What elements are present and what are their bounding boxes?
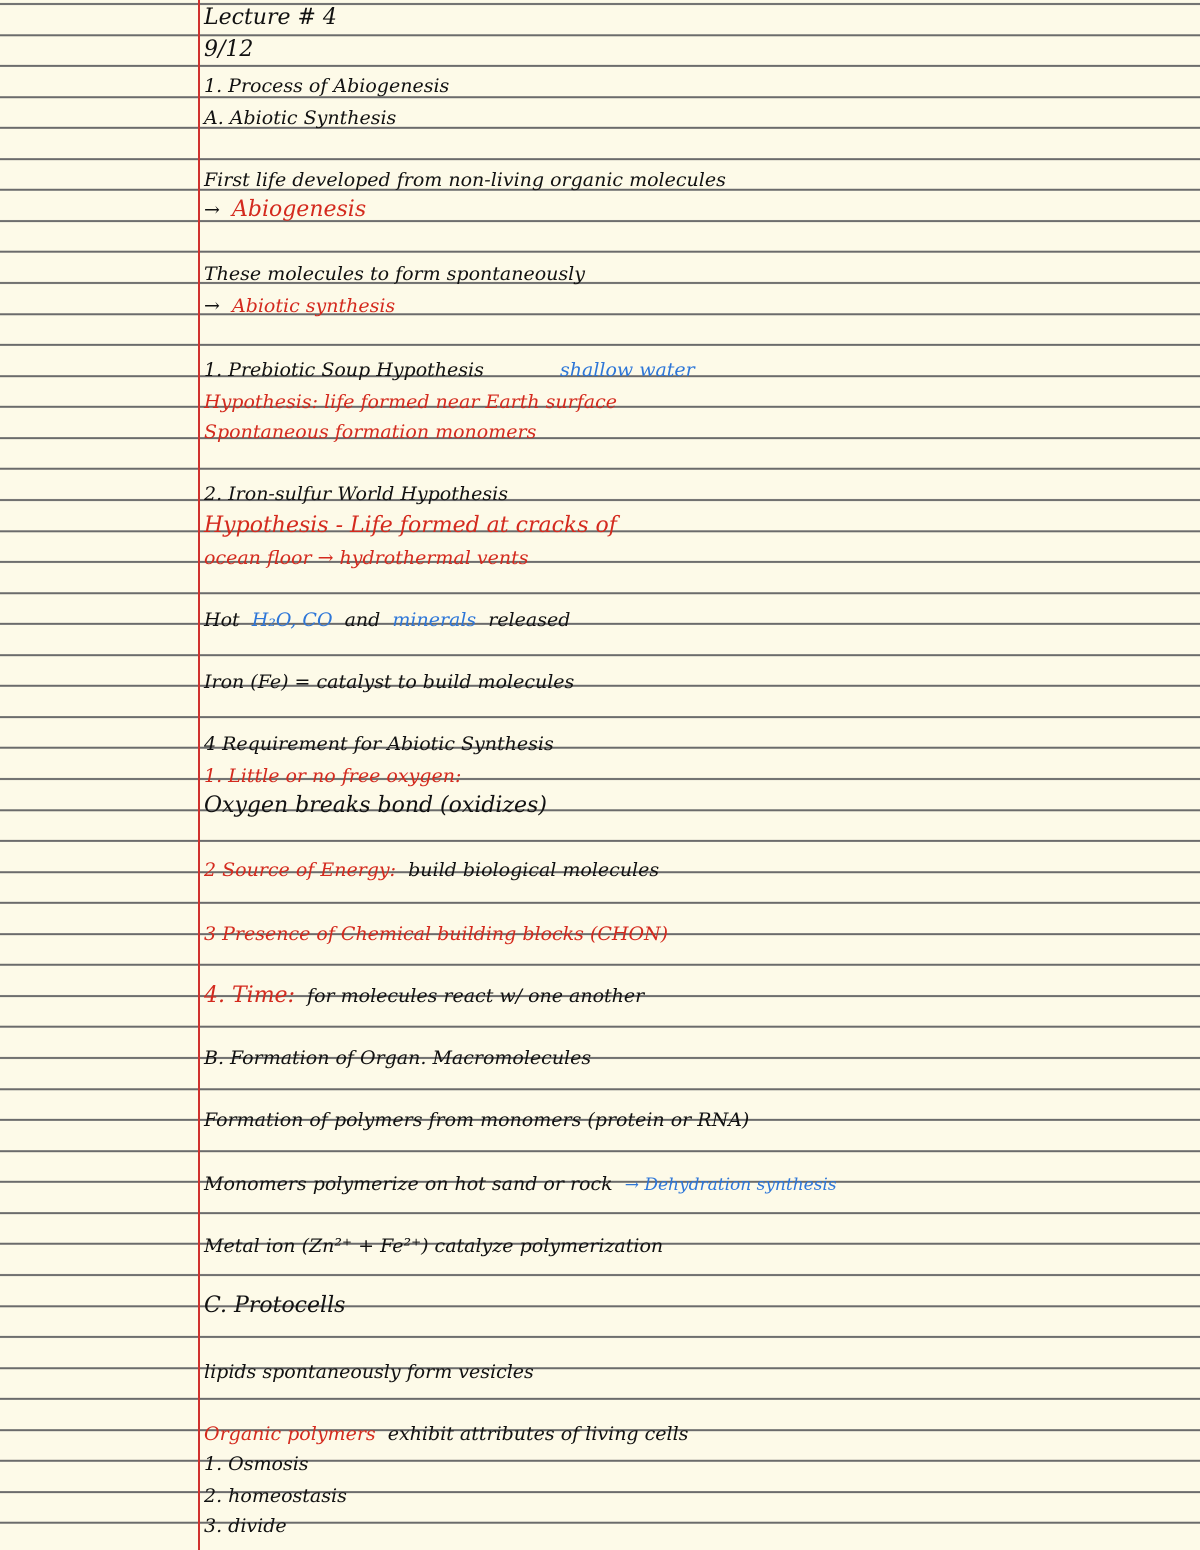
note-text: 1. Process of Abiogenesis: [204, 75, 450, 97]
note-line: [204, 482, 508, 506]
note-line: [204, 514, 617, 538]
note-line: [204, 420, 536, 444]
note-line: [204, 984, 644, 1008]
note-line: [204, 794, 547, 818]
note-text: Oxygen breaks bond (oxidizes): [204, 793, 547, 818]
note-text-blue: minerals: [392, 609, 477, 631]
note-line: [204, 1360, 534, 1384]
note-line: [204, 1422, 688, 1446]
note-text: for molecules react w/ one another: [307, 985, 645, 1007]
note-line: [204, 732, 554, 756]
note-text-blue: shallow water: [560, 359, 695, 381]
note-line: [204, 1108, 749, 1132]
note-text-red: 3 Presence of Chemical building blocks (CHON): [204, 923, 669, 945]
note-text: Lecture # 4: [204, 5, 337, 30]
note-text: build biological molecules: [408, 859, 660, 881]
note-text: 1. Prebiotic Soup Hypothesis: [204, 359, 484, 381]
note-text: and: [344, 609, 381, 631]
note-line: [204, 764, 461, 788]
note-line: [204, 358, 484, 382]
note-text-red: ocean floor → hydrothermal vents: [204, 547, 529, 569]
margin-line: [198, 0, 200, 1550]
note-line: [204, 262, 585, 286]
note-text: B. Formation of Organ. Macromolecules: [204, 1047, 592, 1069]
arrow-text: →: [204, 295, 220, 317]
note-line: [204, 858, 659, 882]
note-text: Formation of polymers from monomers (protein or RNA): [204, 1109, 750, 1131]
note-text: First life developed from non-living organic molecules: [204, 169, 726, 191]
note-text-red: Organic polymers: [204, 1423, 376, 1445]
note-text: These molecules to form spontaneously: [204, 263, 585, 285]
note-line: [204, 198, 366, 222]
note-line: [204, 1452, 309, 1476]
note-text: A. Abiotic Synthesis: [204, 107, 397, 129]
note-line: [204, 106, 396, 130]
note-line: [204, 1514, 287, 1538]
note-line: [204, 1046, 591, 1070]
note-text: lipids spontaneously form vesicles: [204, 1361, 534, 1383]
margin-annotation: [560, 358, 695, 382]
note-line: [204, 608, 570, 632]
note-line: [204, 1234, 663, 1258]
note-text-blue: H₂O, CO: [251, 609, 333, 631]
note-line: [204, 1294, 345, 1318]
note-text-red: Abiotic synthesis: [231, 295, 396, 317]
note-text-red: Hypothesis - Life formed at cracks of: [204, 513, 617, 538]
note-text: 1. Osmosis: [204, 1453, 309, 1475]
note-text-red: Abiogenesis: [231, 197, 367, 222]
lecture-date: [204, 38, 253, 62]
note-text: Metal ion (Zn²⁺ + Fe²⁺) catalyze polymerization: [204, 1235, 664, 1257]
note-line: [204, 1172, 837, 1197]
note-text-red: 2 Source of Energy:: [204, 859, 397, 881]
note-line: [204, 390, 617, 414]
note-line: [204, 546, 528, 570]
note-text: 2. Iron-sulfur World Hypothesis: [204, 483, 508, 505]
note-text: Hot: [204, 609, 240, 631]
note-text-red: Spontaneous formation monomers: [204, 421, 537, 443]
note-line: [204, 74, 449, 98]
note-text: released: [488, 609, 571, 631]
note-line: [204, 294, 395, 318]
note-text-red: Hypothesis: life formed near Earth surface: [204, 391, 617, 413]
note-text: 4 Requirement for Abiotic Synthesis: [204, 733, 554, 755]
note-text: Iron (Fe) = catalyst to build molecules: [204, 671, 575, 693]
note-text-red: 1. Little or no free oxygen:: [204, 765, 462, 787]
arrow-text: →: [204, 199, 220, 221]
note-text-red: 4. Time:: [204, 983, 295, 1008]
note-line: [204, 168, 726, 192]
note-text-blue: → Dehydration synthesis: [624, 1175, 837, 1195]
note-text: 3. divide: [204, 1515, 287, 1537]
note-text: 2. homeostasis: [204, 1485, 347, 1507]
note-text: exhibit attributes of living cells: [387, 1423, 689, 1445]
note-line: [204, 670, 574, 694]
note-text: Monomers polymerize on hot sand or rock: [204, 1173, 613, 1195]
note-text: C. Protocells: [204, 1293, 346, 1318]
note-line: [204, 1484, 347, 1508]
note-text: 9/12: [204, 37, 254, 62]
lecture-heading: [204, 6, 337, 30]
note-line: [204, 922, 668, 946]
